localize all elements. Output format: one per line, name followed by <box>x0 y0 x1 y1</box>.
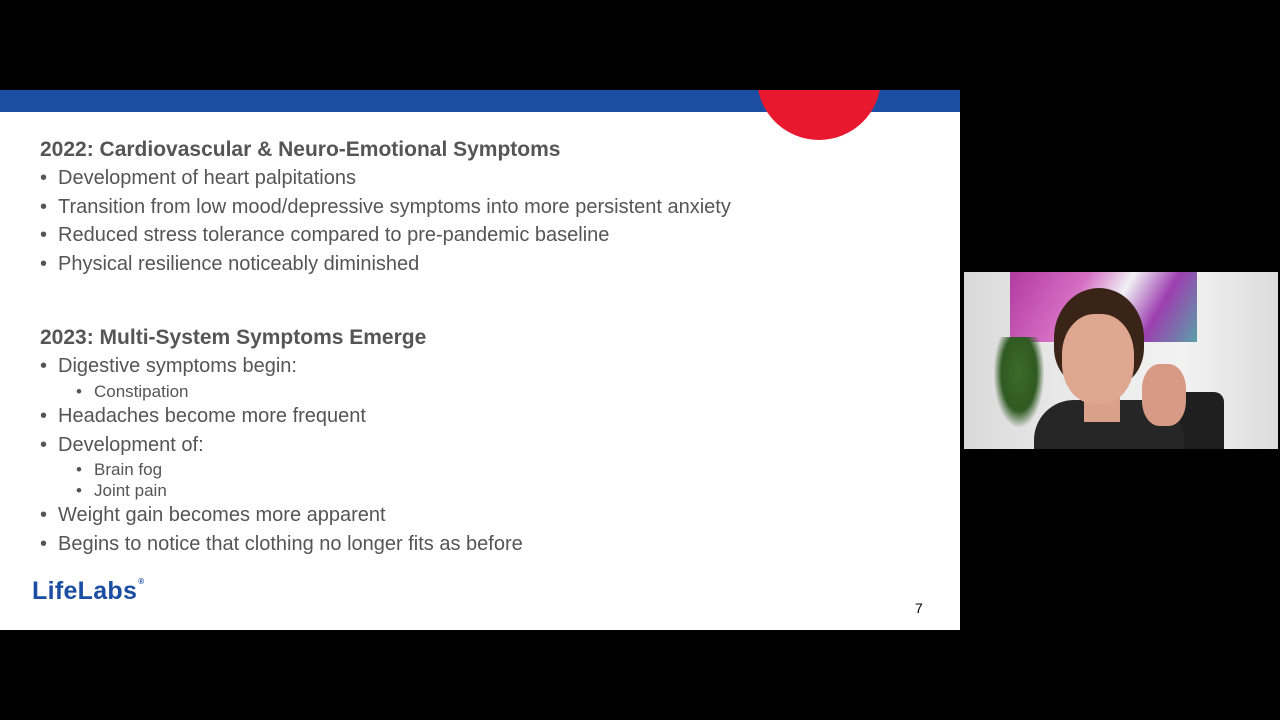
list-item: • Development of: <box>40 431 731 460</box>
lifelabs-logo <box>32 577 144 606</box>
speaker-video-thumbnail[interactable] <box>964 272 1278 449</box>
list-item: • Reduced stress tolerance compared to pre-pandemic baseline <box>40 221 731 250</box>
plant <box>994 337 1044 427</box>
section-2023-list <box>40 352 731 558</box>
sub-list-item: • Brain fog <box>40 459 731 480</box>
registered-mark: ® <box>138 577 145 586</box>
list-item: • Weight gain becomes more apparent <box>40 501 731 530</box>
section-2022-heading: 2022: Cardiovascular & Neuro-Emotional Symptoms <box>40 138 561 161</box>
list-item: • Transition from low mood/depressive symptoms into more persistent anxiety <box>40 193 731 222</box>
page-number: 7 <box>915 600 923 616</box>
speaker-hand <box>1142 364 1186 426</box>
slide-content <box>40 136 731 558</box>
speaker-face <box>1062 314 1134 404</box>
logo-text: LifeLabs <box>32 577 138 605</box>
list-item: • Development of heart palpitations <box>40 164 731 193</box>
red-semicircle-decoration <box>757 90 881 140</box>
presentation-slide <box>0 90 960 630</box>
sub-list-item: • Joint pain <box>40 480 731 501</box>
section-2022-list <box>40 164 731 278</box>
list-item: • Physical resilience noticeably diminished <box>40 250 731 279</box>
section-2023-heading: 2023: Multi-System Symptoms Emerge <box>40 326 427 350</box>
sub-list-item: • Constipation <box>40 381 731 402</box>
list-item: • Begins to notice that clothing no longer fits as before <box>40 530 731 559</box>
list-item: • Headaches become more frequent <box>40 402 731 431</box>
list-item: • Digestive symptoms begin: <box>40 352 731 381</box>
